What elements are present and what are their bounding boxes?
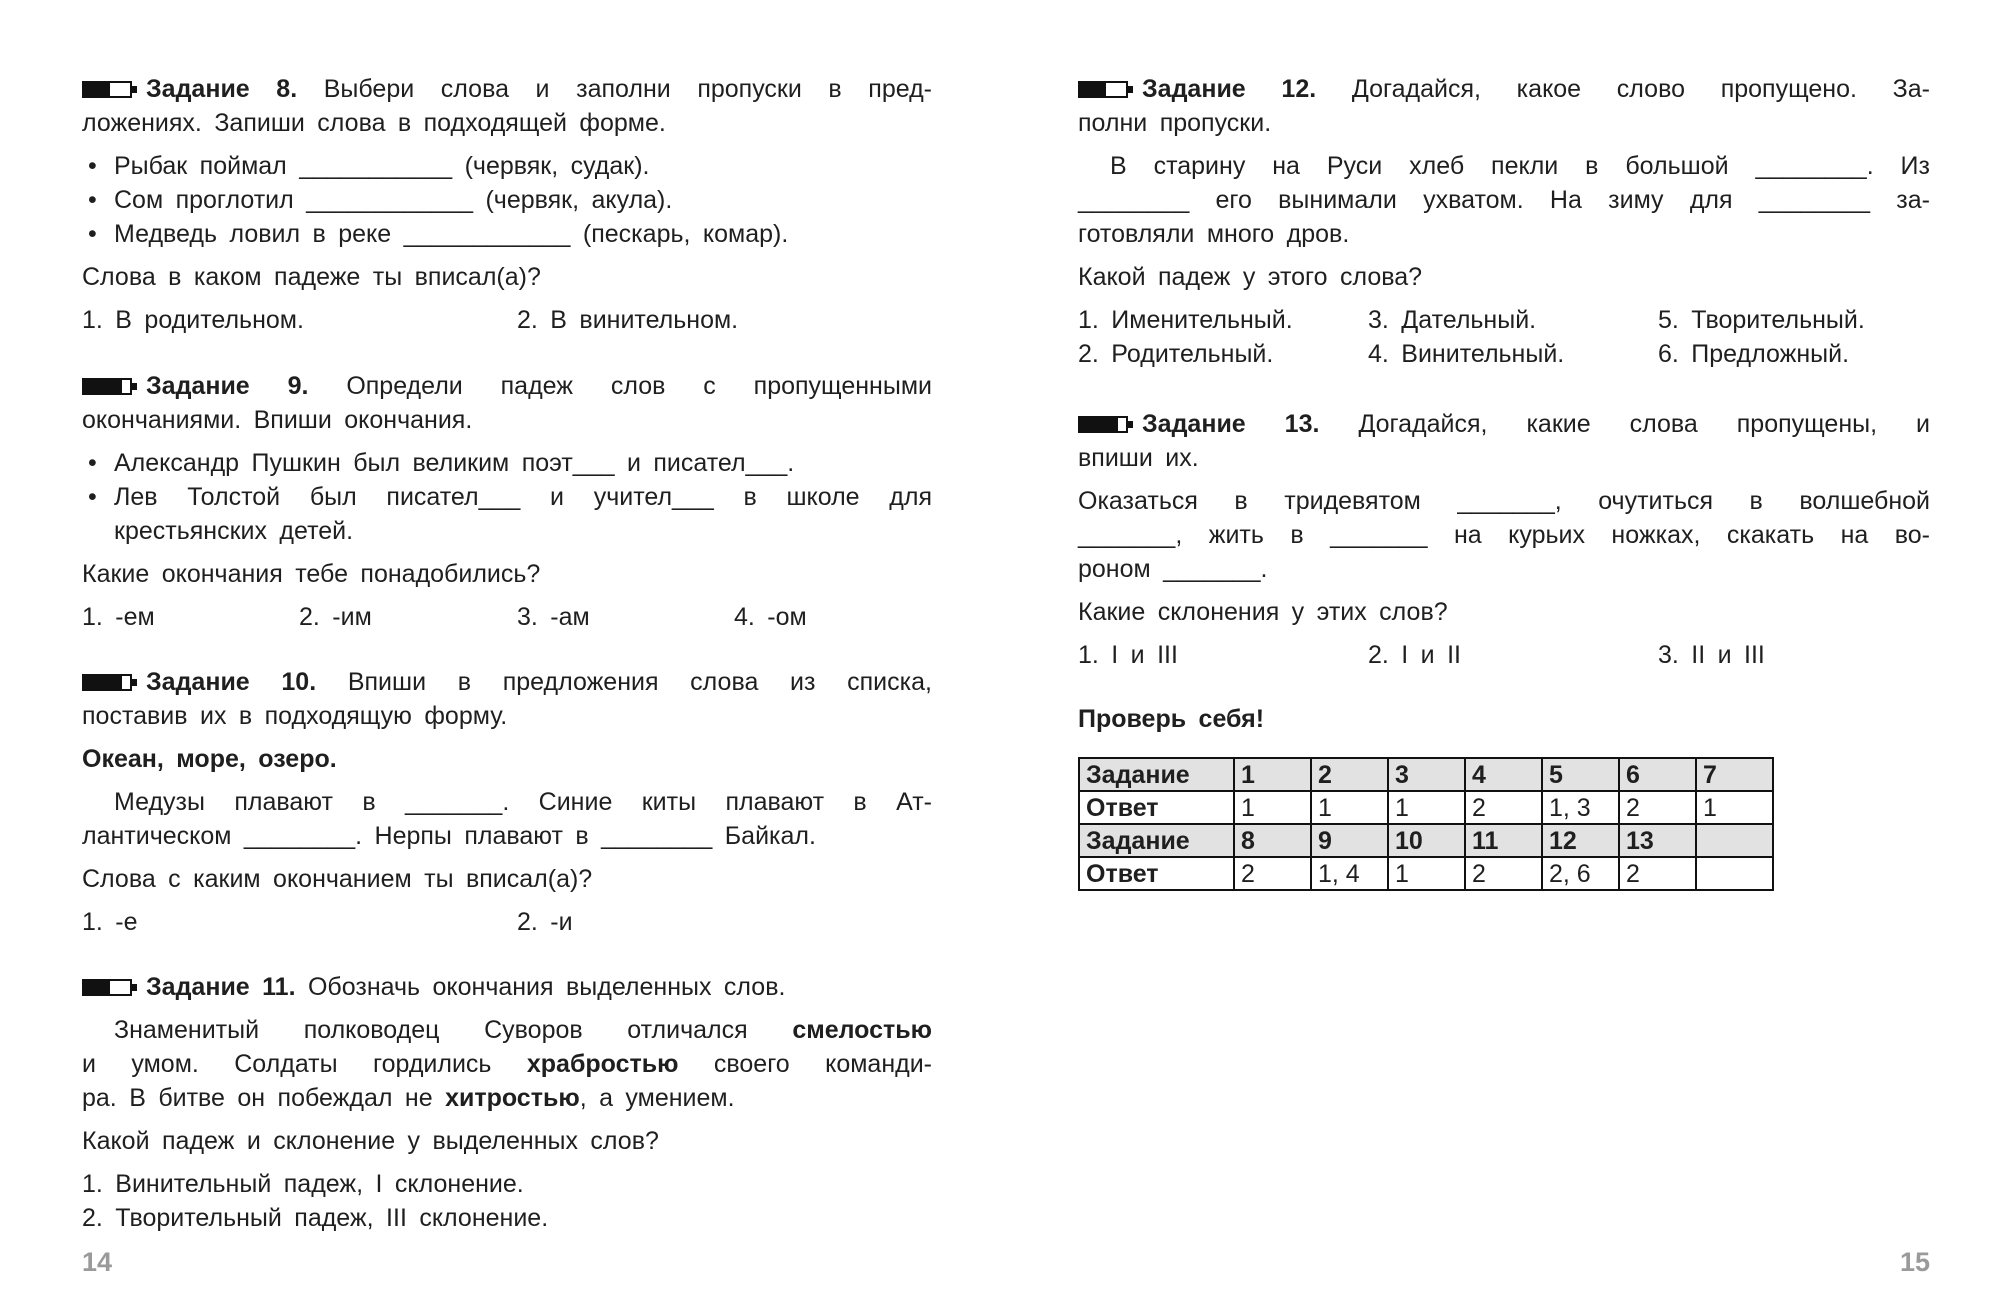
task-10 xyxy=(82,665,932,939)
highlighted-word: хитростью xyxy=(445,1084,580,1112)
task-10-word-list: Океан, море, озеро. xyxy=(82,745,337,773)
answer-option[interactable]: 1. Винительный падеж, I склонение. xyxy=(82,1170,524,1198)
difficulty-battery-icon xyxy=(82,378,138,395)
table-row xyxy=(1079,824,1773,857)
table-cell: 3 xyxy=(1388,758,1465,791)
answer-option[interactable]: 3. -ам xyxy=(517,603,590,631)
task-12-title: Задание 12. xyxy=(1142,75,1317,103)
answer-option[interactable]: 1. -е xyxy=(82,908,138,936)
task-12-question: Какой падеж у этого слова? xyxy=(1078,263,1423,291)
task-12-instruction-line-1: Догадайся, какое слово пропущено. За- xyxy=(1351,75,1930,103)
answer-option[interactable]: 2. В винительном. xyxy=(517,306,739,334)
table-cell: 10 xyxy=(1388,824,1465,857)
table-cell: 1 xyxy=(1696,791,1773,824)
task-9-sentence-list xyxy=(82,446,932,548)
answer-option[interactable]: 4. -ом xyxy=(734,603,807,631)
row-label: Ответ xyxy=(1079,857,1234,890)
task-12-text-line-1: В старину на Руси хлеб пекли в большой ________. Из xyxy=(1110,152,1930,180)
table-cell: 1 xyxy=(1234,791,1311,824)
list-item: • Александр Пушкин был великим поэт___ и писател___. xyxy=(88,449,795,477)
task-8-title: Задание 8. xyxy=(146,75,298,103)
list-item: • Лев Толстой был писател___ и учител___ в школе для крестьянских детей. xyxy=(88,483,932,545)
task-12-options-row-2 xyxy=(1078,337,1930,371)
task-9-instruction-line-1: Определи падеж слов с пропущенными xyxy=(346,372,932,400)
task-9-heading xyxy=(82,369,932,403)
task-13-instruction-line-2: впиши их. xyxy=(1078,444,1199,472)
table-cell: 2 xyxy=(1465,791,1542,824)
task-10-instruction-line-2: поставив их в подходящую форму. xyxy=(82,702,508,730)
list-item: • Сом проглотил ____________ (червяк, акула). xyxy=(88,186,673,214)
table-cell: 1, 3 xyxy=(1542,791,1619,824)
table-cell: 2 xyxy=(1619,791,1696,824)
table-cell: 2 xyxy=(1465,857,1542,890)
task-12-heading xyxy=(1078,72,1930,106)
answer-option[interactable]: 2. I и II xyxy=(1368,641,1461,669)
table-row xyxy=(1079,857,1773,890)
table-cell: 1, 4 xyxy=(1311,857,1388,890)
difficulty-battery-icon xyxy=(82,674,138,691)
task-10-title: Задание 10. xyxy=(146,668,317,696)
answer-option[interactable]: 1. Именительный. xyxy=(1078,306,1293,334)
answer-option[interactable]: 2. -им xyxy=(299,603,372,631)
answer-option[interactable]: 2. Творительный падеж, III склонение. xyxy=(82,1204,549,1232)
table-cell: 1 xyxy=(1388,791,1465,824)
task-8-instruction-line-2: ложениях. Запиши слова в подходящей форме. xyxy=(82,109,666,137)
check-yourself-section xyxy=(1078,702,1930,736)
page-number-right: 15 xyxy=(1899,1247,1930,1277)
table-cell: 1 xyxy=(1311,791,1388,824)
task-8 xyxy=(82,72,932,337)
task-9-options xyxy=(82,600,932,634)
table-cell: 2, 6 xyxy=(1542,857,1619,890)
answer-option[interactable]: 2. Родительный. xyxy=(1078,340,1274,368)
task-13-question: Какие склонения у этих слов? xyxy=(1078,598,1448,626)
table-row xyxy=(1079,758,1773,791)
table-cell: 8 xyxy=(1234,824,1311,857)
highlighted-word: смелостью xyxy=(792,1016,932,1044)
answer-option[interactable]: 3. II и III xyxy=(1658,641,1765,669)
task-13-title: Задание 13. xyxy=(1142,410,1320,438)
table-cell: 1 xyxy=(1388,857,1465,890)
answer-option[interactable]: 4. Винительный. xyxy=(1368,340,1565,368)
answer-key xyxy=(1078,757,1930,891)
difficulty-battery-icon xyxy=(82,81,138,98)
difficulty-battery-icon xyxy=(82,979,138,996)
task-9 xyxy=(82,369,932,634)
task-9-title: Задание 9. xyxy=(146,372,309,400)
task-8-instruction-line-1: Выбери слова и заполни пропуски в пред- xyxy=(323,75,932,103)
answer-option[interactable]: 6. Предложный. xyxy=(1658,340,1850,368)
table-cell: 13 xyxy=(1619,824,1696,857)
table-cell: 2 xyxy=(1619,857,1696,890)
task-13-text-line-2: _______, жить в _______ на курьих ножках, скакать на во- xyxy=(1078,521,1930,549)
task-11-text-line-2: и умом. Солдаты гордились храбростью своего команди- xyxy=(82,1050,932,1078)
difficulty-battery-icon xyxy=(1078,81,1134,98)
answer-option[interactable]: 3. Дательный. xyxy=(1368,306,1537,334)
task-11-text-line-3: ра. В битве он побеждал не хитростью, а умением. xyxy=(82,1084,735,1112)
task-11-heading xyxy=(82,970,932,1004)
table-cell: 2 xyxy=(1234,857,1311,890)
task-13-options xyxy=(1078,638,1930,672)
row-label: Задание xyxy=(1079,824,1234,857)
task-10-text-line-2: лантическом ________. Нерпы плавают в ________ Байкал. xyxy=(82,822,816,850)
task-11-question: Какой падеж и склонение у выделенных слов? xyxy=(82,1127,659,1155)
table-cell xyxy=(1696,824,1773,857)
table-cell: 11 xyxy=(1465,824,1542,857)
table-cell: 12 xyxy=(1542,824,1619,857)
task-8-question: Слова в каком падеже ты вписал(а)? xyxy=(82,263,541,291)
task-11-instruction: Обозначь окончания выделенных слов. xyxy=(307,973,786,1001)
table-cell: 5 xyxy=(1542,758,1619,791)
task-13-instruction-line-1: Догадайся, какие слова пропущены, и xyxy=(1358,410,1930,438)
task-9-question: Какие окончания тебе понадобились? xyxy=(82,560,541,588)
table-cell xyxy=(1696,857,1773,890)
task-12 xyxy=(1078,72,1930,371)
task-11-text-line-1: Знаменитый полководец Суворов отличался смелостью xyxy=(114,1016,932,1044)
task-8-options xyxy=(82,303,932,337)
table-cell: 4 xyxy=(1465,758,1542,791)
answer-option[interactable]: 5. Творительный. xyxy=(1658,306,1865,334)
table-cell: 7 xyxy=(1696,758,1773,791)
difficulty-battery-icon xyxy=(1078,416,1134,433)
answer-option[interactable]: 1. I и III xyxy=(1078,641,1178,669)
list-item: • Рыбак поймал ___________ (червяк, судак). xyxy=(88,152,650,180)
row-label: Задание xyxy=(1079,758,1234,791)
task-13-text-line-1: Оказаться в тридевятом _______, очутиться в волшебной xyxy=(1078,487,1930,515)
task-10-text-line-1: Медузы плавают в _______. Синие киты плавают в Ат- xyxy=(114,788,932,816)
table-cell: 1 xyxy=(1234,758,1311,791)
table-cell: 9 xyxy=(1311,824,1388,857)
highlighted-word: храбростью xyxy=(526,1050,679,1078)
task-10-instruction-line-1: Впиши в предложения слова из списка, xyxy=(347,668,932,696)
answer-table xyxy=(1078,757,1774,891)
task-10-question: Слова с каким окончанием ты вписал(а)? xyxy=(82,865,593,893)
task-13 xyxy=(1078,407,1930,672)
table-cell: 6 xyxy=(1619,758,1696,791)
task-12-instruction-line-2: полни пропуски. xyxy=(1078,109,1272,137)
table-row xyxy=(1079,791,1773,824)
task-13-text-line-3: роном _______. xyxy=(1078,555,1268,583)
task-12-text-line-3: готовляли много дров. xyxy=(1078,220,1350,248)
task-10-options xyxy=(82,905,932,939)
task-12-text-line-2: ________ его вынимали ухватом. На зиму для ________ за- xyxy=(1078,186,1930,214)
table-cell: 2 xyxy=(1311,758,1388,791)
task-11-title: Задание 11. xyxy=(146,973,296,1001)
task-13-heading xyxy=(1078,407,1930,441)
check-yourself-title: Проверь себя! xyxy=(1078,705,1265,733)
task-8-heading xyxy=(82,72,932,106)
task-12-options-row-1 xyxy=(1078,303,1930,337)
task-9-instruction-line-2: окончаниями. Впиши окончания. xyxy=(82,406,473,434)
answer-option[interactable]: 1. -ем xyxy=(82,603,155,631)
task-8-sentence-list xyxy=(82,149,932,251)
row-label: Ответ xyxy=(1079,791,1234,824)
list-item: • Медведь ловил в реке ____________ (пескарь, комар). xyxy=(88,220,789,248)
task-10-heading xyxy=(82,665,932,699)
page-number-left: 14 xyxy=(82,1247,113,1277)
answer-option[interactable]: 1. В родительном. xyxy=(82,306,304,334)
answer-option[interactable]: 2. -и xyxy=(517,908,573,936)
task-11 xyxy=(82,970,932,1235)
